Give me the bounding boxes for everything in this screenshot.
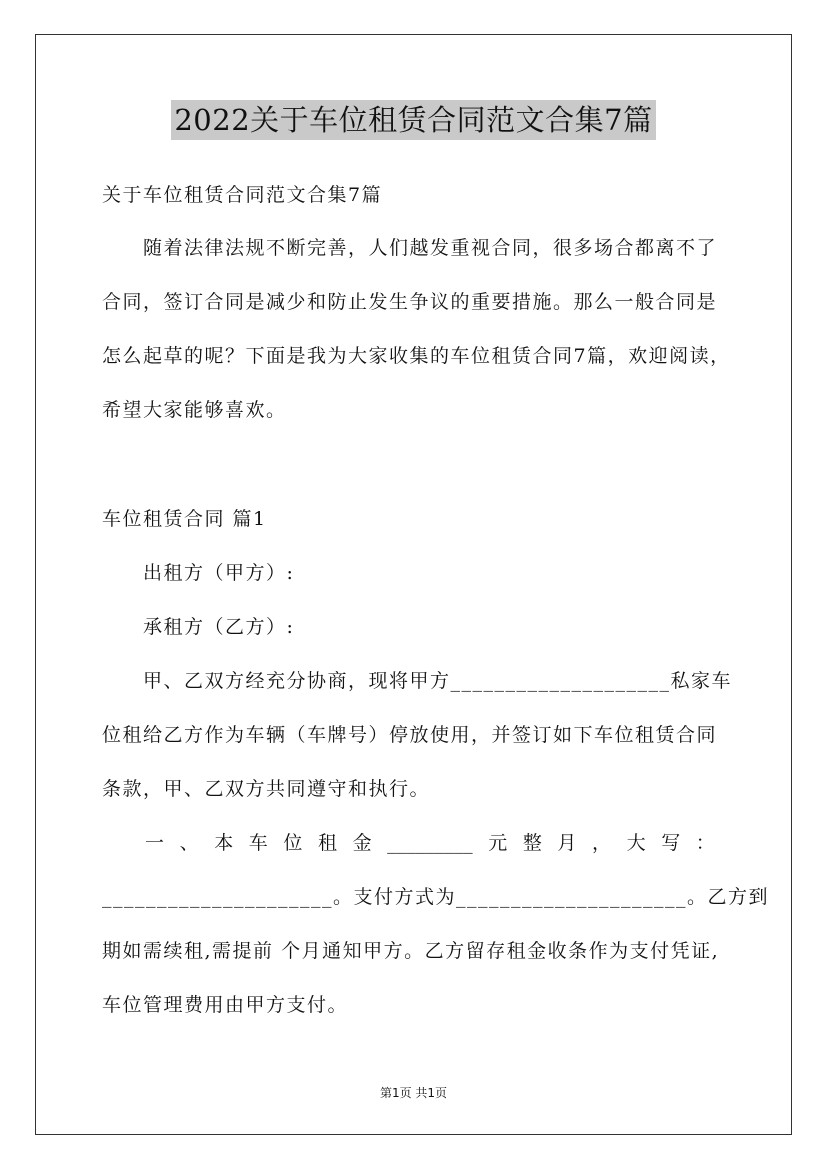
intro-line-3: 怎么起草的呢？下面是我为大家收集的车位租赁合同7篇，欢迎阅读， bbox=[102, 345, 731, 367]
clause-token: 写 bbox=[661, 832, 681, 854]
clause-token: 大 bbox=[626, 832, 646, 854]
clause-token: 位 bbox=[283, 832, 303, 854]
clause-token: 车 bbox=[248, 832, 268, 854]
clause-token: 、 bbox=[179, 832, 199, 854]
page-footer: 第1页 共1页 bbox=[379, 1086, 448, 1100]
clause-token: _________ bbox=[387, 832, 473, 854]
clause-token: 月 bbox=[557, 832, 577, 854]
intro-line-1: 随着法律法规不断完善，人们越发重视合同，很多场合都离不了 bbox=[143, 237, 718, 259]
document-subtitle: 关于车位租赁合同范文合集7篇 bbox=[102, 184, 383, 206]
clause-token: 一 bbox=[145, 832, 165, 854]
clause-token: 租 bbox=[317, 832, 337, 854]
clause-token: ： bbox=[695, 832, 715, 854]
clause-1-line-4: 车位管理费用由甲方支付。 bbox=[102, 994, 349, 1016]
clause-token: 本 bbox=[214, 832, 234, 854]
clause-1-line-3: 期如需续租,需提前 个月通知甲方。乙方留存租金收条作为支付凭证, bbox=[102, 940, 720, 962]
clause-1-line-1 bbox=[145, 831, 715, 855]
body-line-3: 条款，甲、乙双方共同遵守和执行。 bbox=[102, 778, 431, 800]
clause-token: 元 bbox=[488, 832, 508, 854]
lessee-field: 承租方（乙方）: bbox=[143, 616, 295, 638]
intro-line-4: 希望大家能够喜欢。 bbox=[102, 399, 287, 421]
title-container bbox=[0, 100, 827, 140]
intro-line-2: 合同，签订合同是减少和防止发生争议的重要措施。那么一般合同是 bbox=[102, 291, 718, 313]
clause-token: ， bbox=[592, 832, 612, 854]
clause-token: 整 bbox=[522, 832, 542, 854]
body-line-1: 甲、乙双方经充分协商，现将甲方____________________私家车 bbox=[143, 670, 733, 692]
body-line-2: 位租给乙方作为车辆（车牌号）停放使用，并签订如下车位租赁合同 bbox=[102, 724, 718, 746]
section-heading: 车位租赁合同 篇1 bbox=[102, 508, 267, 530]
clause-token: 金 bbox=[352, 832, 372, 854]
clause-1-line-2: _____________________。支付方式为_____________________。乙方到 bbox=[102, 886, 770, 908]
lessor-field: 出租方（甲方）: bbox=[143, 562, 295, 584]
document-title: 2022关于车位租赁合同范文合集7篇 bbox=[171, 100, 655, 140]
